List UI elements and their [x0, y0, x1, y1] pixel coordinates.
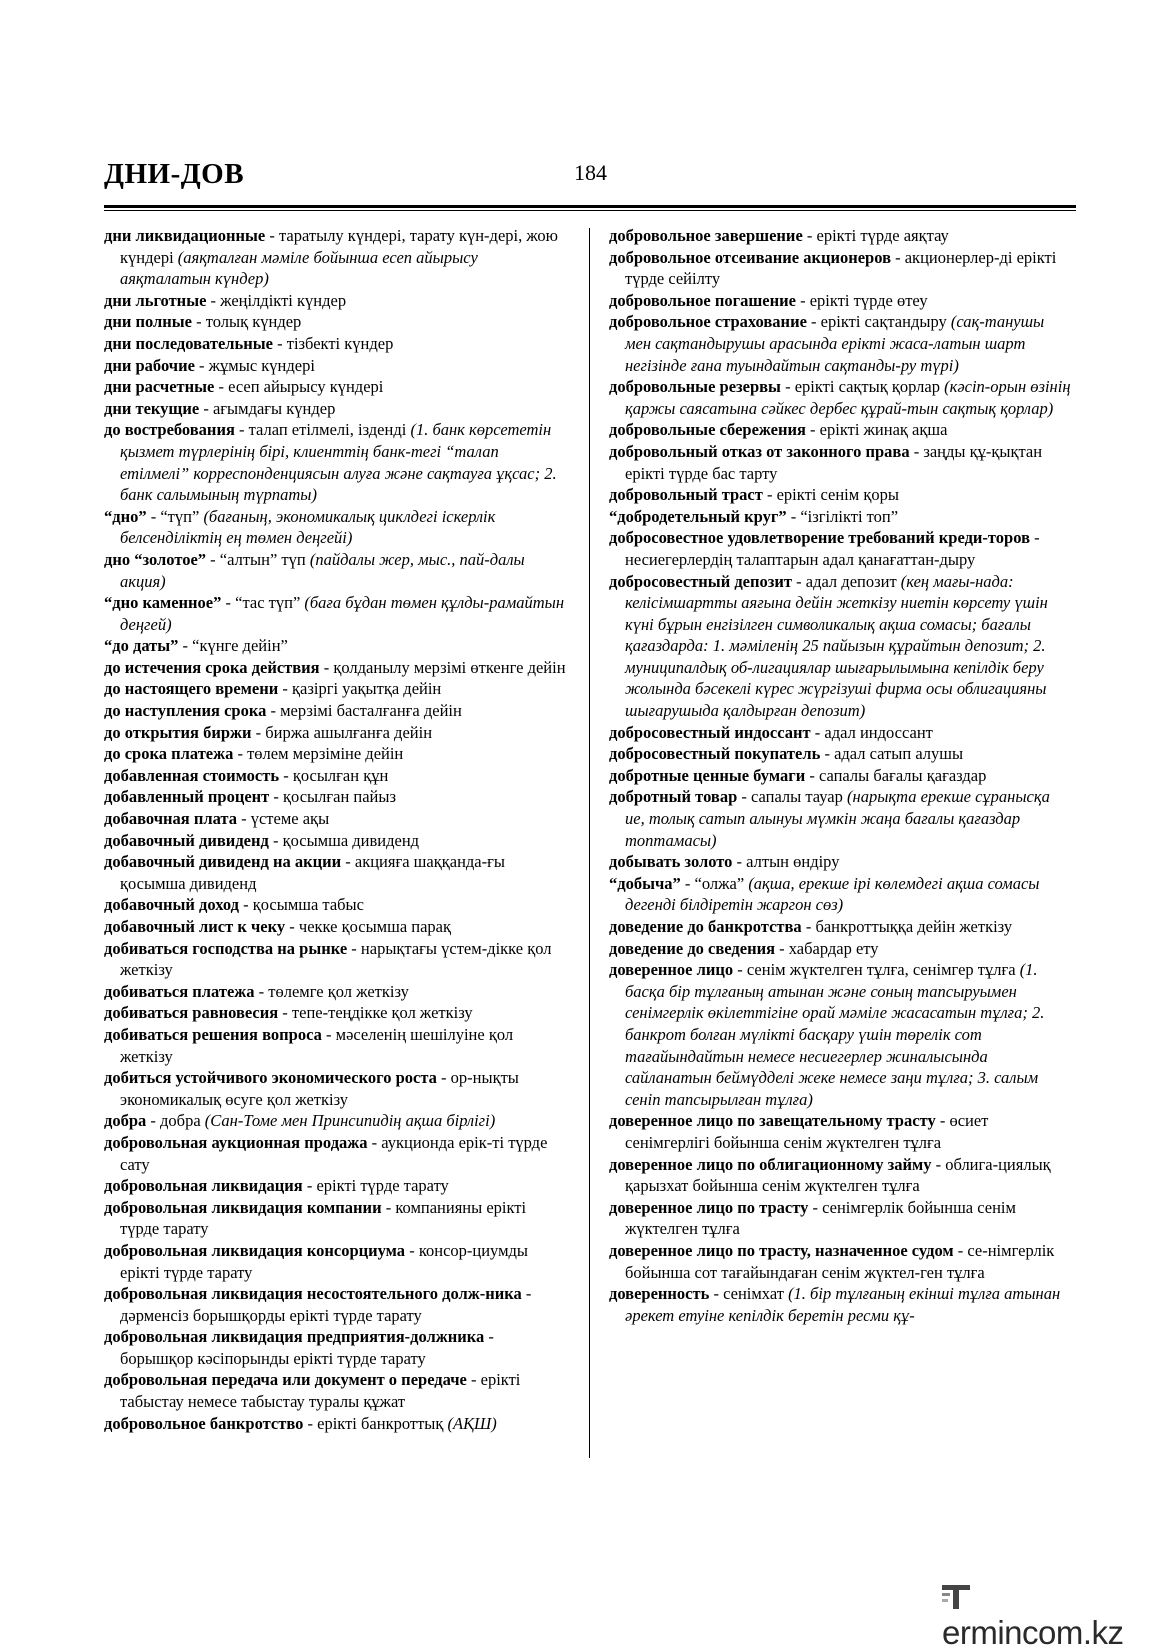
- entry-term: добровольная аукционная продажа: [104, 1132, 368, 1152]
- entry-term: добывать золото: [609, 852, 733, 872]
- entry-term: добавленная стоимость: [104, 765, 280, 785]
- entry-separator: -: [146, 506, 161, 526]
- entry-term: до наступления срока: [104, 701, 267, 721]
- dictionary-entry: [104, 678, 566, 700]
- entry-term: доведение до банкротства: [609, 917, 802, 936]
- entry-term: добровольное страхование: [609, 312, 807, 332]
- entry-separator: -: [285, 917, 299, 936]
- entry-definition: қосылған құн: [292, 765, 389, 785]
- entry-term: добиваться господства на рынке: [104, 938, 348, 958]
- entry-separator: -: [820, 744, 835, 764]
- dictionary-entry: [104, 894, 566, 916]
- entry-definition: есеп айырысу күндері: [228, 377, 384, 397]
- entry-separator: -: [321, 1024, 336, 1044]
- entry-term: добавочный лист к чеку: [104, 917, 286, 936]
- entry-definition: мерзімі басталғанға дейін: [280, 701, 462, 721]
- dictionary-entry: [609, 851, 1071, 873]
- logo-domain: .kz: [1082, 1614, 1124, 1651]
- entry-definition: сапалы тауар: [751, 787, 848, 807]
- dictionary-entry: [104, 635, 566, 657]
- entry-separator: -: [786, 506, 801, 526]
- dictionary-entry: [609, 873, 1071, 916]
- dictionary-entry: [104, 376, 566, 398]
- entry-definition: адал индоссант: [824, 722, 933, 742]
- entry-term: до востребования: [104, 420, 235, 440]
- entry-term: добиваться равновесия: [104, 1003, 279, 1023]
- entry-term: доведение до сведения: [609, 938, 776, 958]
- entry-term: добротный товар: [609, 787, 738, 807]
- header-rule-thick: [104, 205, 1076, 208]
- dictionary-entry: [609, 571, 1071, 722]
- entry-definition: жеңілдікті күндер: [220, 290, 347, 310]
- entry-definition: ерікті түрде өтеу: [809, 290, 928, 310]
- dictionary-entry: [609, 376, 1071, 419]
- dictionary-entry: [104, 938, 566, 981]
- dictionary-entry: [104, 1369, 566, 1412]
- entry-term: до настоящего времени: [104, 679, 279, 699]
- entry-separator: -: [236, 809, 251, 829]
- dictionary-entry: [104, 1002, 566, 1024]
- entry-term: добиться устойчивого экономического роста: [104, 1068, 437, 1088]
- entry-definition: ерікті түрде аяқтау: [816, 226, 949, 245]
- entry-separator: -: [221, 593, 236, 613]
- entry-separator: -: [278, 679, 292, 699]
- dictionary-entry: [609, 722, 1071, 744]
- entry-separator: -: [802, 226, 817, 245]
- entry-term: добровольное отсеивание акционеров: [609, 247, 891, 267]
- entry-term: “добродетельный круг”: [609, 506, 787, 526]
- entry-separator: -: [319, 657, 334, 677]
- entry-separator: -: [805, 420, 820, 440]
- dictionary-entry: [104, 1067, 566, 1110]
- entry-term: доверенность: [609, 1284, 710, 1304]
- dictionary-entry: [104, 592, 566, 635]
- entry-definition: акционерлер-ді ерікті түрде сейілту: [625, 247, 1057, 289]
- entry-separator: -: [381, 1197, 396, 1217]
- entry-separator: -: [251, 722, 266, 742]
- entry-term: добровольные сбережения: [609, 420, 806, 440]
- dictionary-entry: [609, 1197, 1071, 1240]
- entry-separator: -: [762, 485, 777, 505]
- entry-definition: компанияны ерікті түрде тарату: [120, 1197, 527, 1239]
- logo-text: ermincom: [942, 1614, 1083, 1651]
- entry-term: дни льготные: [104, 290, 207, 310]
- entry-term: добровольная ликвидация несостоятельного долж-ника: [104, 1284, 522, 1304]
- entry-separator: -: [341, 852, 355, 872]
- dictionary-entry: [609, 441, 1071, 484]
- dictionary-entry: [609, 419, 1071, 441]
- entry-separator: -: [801, 917, 816, 936]
- dictionary-entry: [104, 830, 566, 852]
- entry-term: дни рабочие: [104, 355, 195, 375]
- running-head: ДНИ-ДОВ: [104, 158, 245, 190]
- dictionary-entry: [104, 549, 566, 592]
- entry-term: добровольная ликвидация: [104, 1176, 303, 1196]
- dictionary-entry: [609, 484, 1071, 506]
- entry-term: дни последовательные: [104, 333, 273, 353]
- dictionary-entry: [104, 722, 566, 744]
- entry-definition: борышқор кәсіпорынды ерікті түрде тарату: [120, 1348, 426, 1368]
- entry-separator: -: [192, 312, 206, 332]
- dictionary-entry: [104, 333, 566, 355]
- entry-definition: дәрменсіз борышқорды ерікті түрде тарату: [120, 1305, 422, 1325]
- dictionary-entry: [609, 1154, 1071, 1197]
- entry-separator: -: [733, 960, 747, 980]
- dictionary-entry: [609, 916, 1071, 938]
- dictionary-entry: [104, 1132, 566, 1175]
- dictionary-entry: [104, 786, 566, 808]
- entry-separator: -: [909, 441, 924, 461]
- entry-term: доверенное лицо по трасту: [609, 1197, 809, 1217]
- entry-definition: адал депозит: [805, 571, 901, 591]
- dictionary-entry: [104, 916, 566, 938]
- entry-definition: ор-нықты экономикалық өсуге қол жеткізу: [120, 1068, 519, 1109]
- entry-definition: “түп”: [160, 506, 204, 526]
- entry-term: “дно”: [104, 506, 147, 526]
- entry-term: добровольная ликвидация предприятия-должника: [104, 1327, 485, 1347]
- dictionary-entry: [104, 1413, 566, 1435]
- entry-definition: төлем мерзіміне дейін: [247, 744, 404, 764]
- dictionary-entry: [104, 1326, 566, 1369]
- entry-definition: жұмыс күндері: [208, 355, 315, 375]
- entry-separator: -: [214, 377, 229, 397]
- entry-term: доверенное лицо: [609, 960, 734, 980]
- entry-separator: -: [737, 787, 751, 807]
- entry-term: до срока платежа: [104, 744, 234, 764]
- dictionary-entry: [609, 225, 1071, 247]
- entry-definition: добра: [160, 1111, 205, 1131]
- entry-term: добровольный отказ от законного права: [609, 441, 910, 461]
- entry-term: до истечения срока действия: [104, 657, 320, 677]
- entry-note: (баға бұдан төмен құлды-рамайтын деңгей): [120, 593, 565, 634]
- entry-separator: -: [466, 1370, 481, 1390]
- dictionary-entry: [104, 700, 566, 722]
- entry-definition: заңды құ-қықтан ерікті түрде бас тарту: [625, 441, 1043, 483]
- entry-definition: қолданылу мерзімі өткенге дейін: [333, 657, 566, 677]
- entry-separator: -: [233, 744, 248, 764]
- entry-separator: -: [178, 636, 193, 656]
- entry-term: добровольная передача или документ о передаче: [104, 1370, 467, 1390]
- dictionary-entry: [104, 419, 566, 505]
- dictionary-entry: [104, 1110, 566, 1132]
- entry-note: (АҚШ): [447, 1413, 497, 1433]
- entry-separator: -: [238, 895, 253, 915]
- dictionary-entry: [104, 290, 566, 312]
- entry-definition: төлемге қол жеткізу: [268, 981, 409, 1001]
- entry-term: добровольный траст: [609, 485, 763, 505]
- entry-separator: -: [279, 765, 293, 785]
- page-header: [104, 158, 1076, 198]
- entry-definition: қазіргі уақытқа дейін: [292, 679, 442, 699]
- entry-definition: чекке қосымша парақ: [298, 917, 452, 936]
- entry-definition: ерікті сенім қоры: [776, 485, 899, 505]
- entry-separator: -: [953, 1240, 968, 1260]
- entry-term: добровольное завершение: [609, 226, 803, 245]
- entry-separator: -: [436, 1068, 451, 1088]
- entry-definition: тізбекті күндер: [286, 333, 394, 353]
- entry-separator: -: [680, 873, 695, 893]
- entry-definition: “тас түп”: [235, 593, 305, 613]
- entry-separator: -: [521, 1284, 532, 1304]
- header-rule-thin: [104, 210, 1076, 211]
- entry-term: дни расчетные: [104, 377, 215, 397]
- dictionary-entry: [104, 506, 566, 549]
- entry-separator: -: [234, 420, 249, 440]
- dictionary-entry: [609, 527, 1071, 570]
- entry-definition: акцияға шаққанда-ғы қосымша дивиденд: [120, 852, 505, 893]
- dictionary-entry: [104, 765, 566, 787]
- dictionary-entry: [609, 743, 1071, 765]
- entry-term: доверенное лицо по трасту, назначенное судом: [609, 1240, 954, 1260]
- dictionary-entry: [609, 765, 1071, 787]
- entry-note: (1. банк көрсететін қызмет түрлерінің бірі, клиенттің банк-тегі “талап етілмелі” корреспонденциясын алуға және сақтауға ұқсас; 2. банк салымының түрпаты): [120, 420, 557, 505]
- entry-term: добровольное банкротство: [104, 1413, 304, 1433]
- entry-definition: “күнге дейін”: [192, 636, 288, 656]
- entry-term: добиваться платежа: [104, 981, 255, 1001]
- entry-definition: ерікті жинақ ақша: [819, 420, 948, 440]
- entry-definition: “ізгілікті топ”: [800, 506, 899, 526]
- entry-term: доверенное лицо по завещательному трасту: [609, 1111, 936, 1131]
- entry-definition: хабардар ету: [788, 938, 879, 958]
- entry-definition: биржа ашылғанға дейін: [265, 722, 433, 742]
- entry-separator: -: [732, 852, 747, 872]
- entry-term: добра: [104, 1111, 147, 1131]
- entry-separator: -: [206, 549, 220, 569]
- dictionary-entry: [609, 786, 1071, 851]
- entry-separator: -: [795, 290, 810, 310]
- entry-separator: -: [199, 398, 213, 418]
- entry-separator: -: [890, 247, 905, 267]
- dictionary-entry: [104, 1175, 566, 1197]
- dictionary-entry: [104, 657, 566, 679]
- entry-separator: -: [931, 1154, 946, 1174]
- entry-separator: -: [810, 722, 825, 742]
- entry-separator: -: [347, 938, 361, 958]
- entry-definition: ерікті сақтық қорлар: [794, 377, 945, 397]
- dictionary-entry: [104, 311, 566, 333]
- entry-separator: -: [194, 355, 209, 375]
- dictionary-entry: [609, 311, 1071, 376]
- entry-definition: мәселенің шешілуіне қол жеткізу: [120, 1024, 514, 1066]
- entry-separator: -: [269, 787, 284, 807]
- dictionary-entry: [104, 743, 566, 765]
- entry-separator: -: [206, 290, 221, 310]
- entry-separator: -: [780, 377, 795, 397]
- entry-term: “добыча”: [609, 873, 681, 893]
- entry-separator: -: [775, 938, 789, 958]
- entry-term: дно “золотое”: [104, 549, 207, 569]
- entry-separator: -: [265, 226, 280, 245]
- entry-definition: сенімгерлік бойынша сенім жүктелген тұлға: [625, 1197, 1016, 1239]
- entry-term: добротные ценные бумаги: [609, 765, 806, 785]
- entry-separator: -: [709, 1284, 724, 1304]
- entry-definition: талап етілмелі, ізденді: [248, 420, 411, 440]
- entry-term: добросовестное удовлетворение требований креди-торов: [609, 528, 1030, 548]
- entry-definition: тепе-теңдікке қол жеткізу: [291, 1003, 473, 1023]
- entry-term: добросовестный покупатель: [609, 744, 821, 764]
- entry-separator: -: [302, 1176, 317, 1196]
- entry-note: (1. бір тұлғаның екінші тұлға атынан әрекет етуіне кепілдік беретін ресми құ-: [625, 1284, 1061, 1325]
- dictionary-entry: [609, 506, 1071, 528]
- entry-definition: аукционда ерік-ті түрде сату: [120, 1132, 548, 1174]
- entry-separator: -: [808, 1197, 823, 1217]
- entry-term: дни ликвидационные: [104, 226, 266, 245]
- page-number: 184: [574, 160, 607, 185]
- dictionary-entry: [104, 355, 566, 377]
- entry-term: добровольная ликвидация компании: [104, 1197, 382, 1217]
- termincom-logo: [942, 1581, 1152, 1651]
- dictionary-entry: [609, 959, 1071, 1110]
- entry-definition: ерікті түрде тарату: [316, 1176, 449, 1196]
- dictionary-entry: [104, 981, 566, 1003]
- entry-note: (Сан-Томе мен Принсипидің ақша бірлігі): [204, 1111, 496, 1131]
- dictionary-entry: [609, 1240, 1071, 1283]
- entry-definition: сапалы бағалы қағаздар: [818, 765, 987, 785]
- entry-term: добавленный процент: [104, 787, 270, 807]
- entry-definition: “олжа”: [694, 873, 749, 893]
- entry-definition: адал сатып алушы: [834, 744, 964, 764]
- entry-term: добиваться решения вопроса: [104, 1024, 322, 1044]
- entry-separator: -: [303, 1413, 318, 1433]
- entry-term: “до даты”: [104, 636, 179, 656]
- logo-t-icon: [942, 1583, 972, 1611]
- dictionary-entry: [104, 398, 566, 420]
- entry-definition: қосымша табыс: [252, 895, 364, 915]
- entry-definition: ағымдағы күндер: [212, 398, 336, 418]
- dictionary-entry: [104, 225, 566, 290]
- entry-definition: консор-циумды ерікті түрде тарату: [120, 1240, 529, 1282]
- entry-term: добавочный дивиденд: [104, 830, 269, 850]
- entry-separator: -: [254, 981, 269, 1001]
- left-column: [104, 225, 566, 1434]
- dictionary-entry: [609, 290, 1071, 312]
- entry-note: (ақша, ерекше ірі көлемдегі ақша сомасы дегенді білдіретін жаргон сөз): [625, 873, 1040, 915]
- dictionary-entry: [609, 938, 1071, 960]
- entry-definition: сенімхат: [723, 1284, 789, 1304]
- entry-note: (аяқталған мәміле бойынша есеп айырысу аяқталатын күндер): [120, 247, 478, 289]
- entry-separator: -: [805, 765, 819, 785]
- entry-term: добавочная плата: [104, 809, 237, 829]
- right-column: [609, 225, 1071, 1326]
- entry-definition: банкроттыққа дейін жеткізу: [815, 917, 1013, 936]
- entry-separator: -: [367, 1132, 382, 1152]
- entry-definition: алтын өндіру: [746, 852, 840, 872]
- entry-separator: -: [268, 830, 283, 850]
- entry-definition: өсиет сенімгерлігі бойынша сенім жүктелген тұлға: [625, 1111, 989, 1152]
- dictionary-entry: [104, 1024, 566, 1067]
- entry-note: (кәсіп-орын өзінің қаржы саясатына сәйкес дербес құрай-тын сақтық қорлар): [625, 377, 1071, 418]
- entry-separator: -: [1029, 528, 1040, 548]
- entry-note: (пайдалы жер, мыс., пай-далы акция): [120, 549, 525, 591]
- entry-definition: таратылу күндері, тарату күн-дері, жою күндері: [120, 226, 558, 267]
- entry-term: добавочный дивиденд на акции: [104, 852, 342, 872]
- dictionary-entry: [104, 808, 566, 830]
- entry-term: добросовестный индоссант: [609, 722, 811, 742]
- entry-definition: “алтын” түп: [219, 549, 310, 569]
- entry-term: добровольное погашение: [609, 290, 796, 310]
- entry-definition: ерікті сақтандыру: [820, 312, 951, 332]
- entry-definition: толық күндер: [205, 312, 302, 332]
- entry-term: дни текущие: [104, 398, 200, 418]
- entry-definition: қосылған пайыз: [283, 787, 396, 807]
- entry-term: добровольные резервы: [609, 377, 781, 397]
- entry-term: добавочный доход: [104, 895, 239, 915]
- dictionary-entry: [104, 851, 566, 894]
- entry-definition: нарықтағы үстем-дікке қол жеткізу: [120, 938, 552, 980]
- entry-note: (сақ-танушы мен сақтандырушы арасында ерікті жаса-латын шарт негізінде ғана туындайтын сақтанды-ру түрі): [625, 312, 1045, 375]
- entry-separator: -: [272, 333, 287, 353]
- entry-term: дни полные: [104, 312, 192, 332]
- entry-definition: несиегерлердің талаптарын адал қанағаттан-дыру: [625, 549, 976, 569]
- entry-separator: -: [484, 1327, 494, 1347]
- entry-term: добровольная ликвидация консорциума: [104, 1240, 406, 1260]
- entry-separator: -: [405, 1240, 419, 1260]
- entry-note: (кең мағы-нада: келісімшартты аяғына дейін жеткізу ниетін көрсету үшін күні бұрын енгізілген символикалық ақша сомасы; бағалы қағаздарда: 1. мәміленің 25 пайызын құрайтын депозит; 2. муниципалдық об-лигациялар шығарылымына кепілдік беру жолында бәсекелі күрес жүргізуші фирма осы облигацияны шығарушыда қалдырған депозит): [625, 571, 1048, 721]
- entry-definition: облига-циялық қарызхат бойынша сенім жүктелген тұлға: [625, 1154, 1051, 1196]
- dictionary-entry: [609, 1283, 1071, 1326]
- entry-note: (бағаның, экономикалық циклдегі іскерлік белсенділіктің ең төмен деңгейі): [120, 506, 496, 548]
- entry-term: доверенное лицо по облигационному займу: [609, 1154, 932, 1174]
- entry-term: до открытия биржи: [104, 722, 252, 742]
- dictionary-entry: [104, 1197, 566, 1240]
- dictionary-entry: [609, 1110, 1071, 1153]
- entry-separator: -: [792, 571, 806, 591]
- entry-separator: -: [278, 1003, 292, 1023]
- entry-term: добросовестный депозит: [609, 571, 792, 591]
- entry-note: (нарықта ерекше сұранысқа ие, толық сатып алынуы мүмкін жаңа бағалы қағаздар топтамасы): [625, 787, 1050, 850]
- entry-definition: се-німгерлік бойынша сот тағайындаған сенім жүктел-ген тұлға: [625, 1240, 1055, 1282]
- column-divider: [589, 228, 590, 1458]
- entry-note: (1. басқа бір тұлғаның атынан және соның тапсыруымен сенімгерлік өкілеттігіне орай мәміле жасасатын тұлға; 2. банкрот болған мүлікті басқару үшін төрелік сот тағайындайтын немесе несиегерлер жиналысында сайланатын беймүдделі жеке немесе заңи тұлға; 3. салым сеніп тапсырылған тұлға): [625, 960, 1045, 1109]
- entry-separator: -: [806, 312, 821, 332]
- entry-definition: ерікті табыстау немесе табыстау туралы құжат: [120, 1370, 521, 1412]
- entry-definition: сенім жүктелген тұлға, сенімгер тұлға: [746, 960, 1020, 980]
- dictionary-entry: [104, 1240, 566, 1283]
- entry-definition: үстеме ақы: [250, 809, 330, 829]
- entry-definition: қосымша дивиденд: [282, 830, 420, 850]
- entry-separator: -: [266, 701, 281, 721]
- entry-separator: -: [146, 1111, 161, 1131]
- entry-separator: -: [935, 1111, 950, 1131]
- entry-term: “дно каменное”: [104, 593, 222, 613]
- dictionary-entry: [104, 1283, 566, 1326]
- entry-definition: ерікті банкроттық: [317, 1413, 448, 1433]
- dictionary-entry: [609, 247, 1071, 290]
